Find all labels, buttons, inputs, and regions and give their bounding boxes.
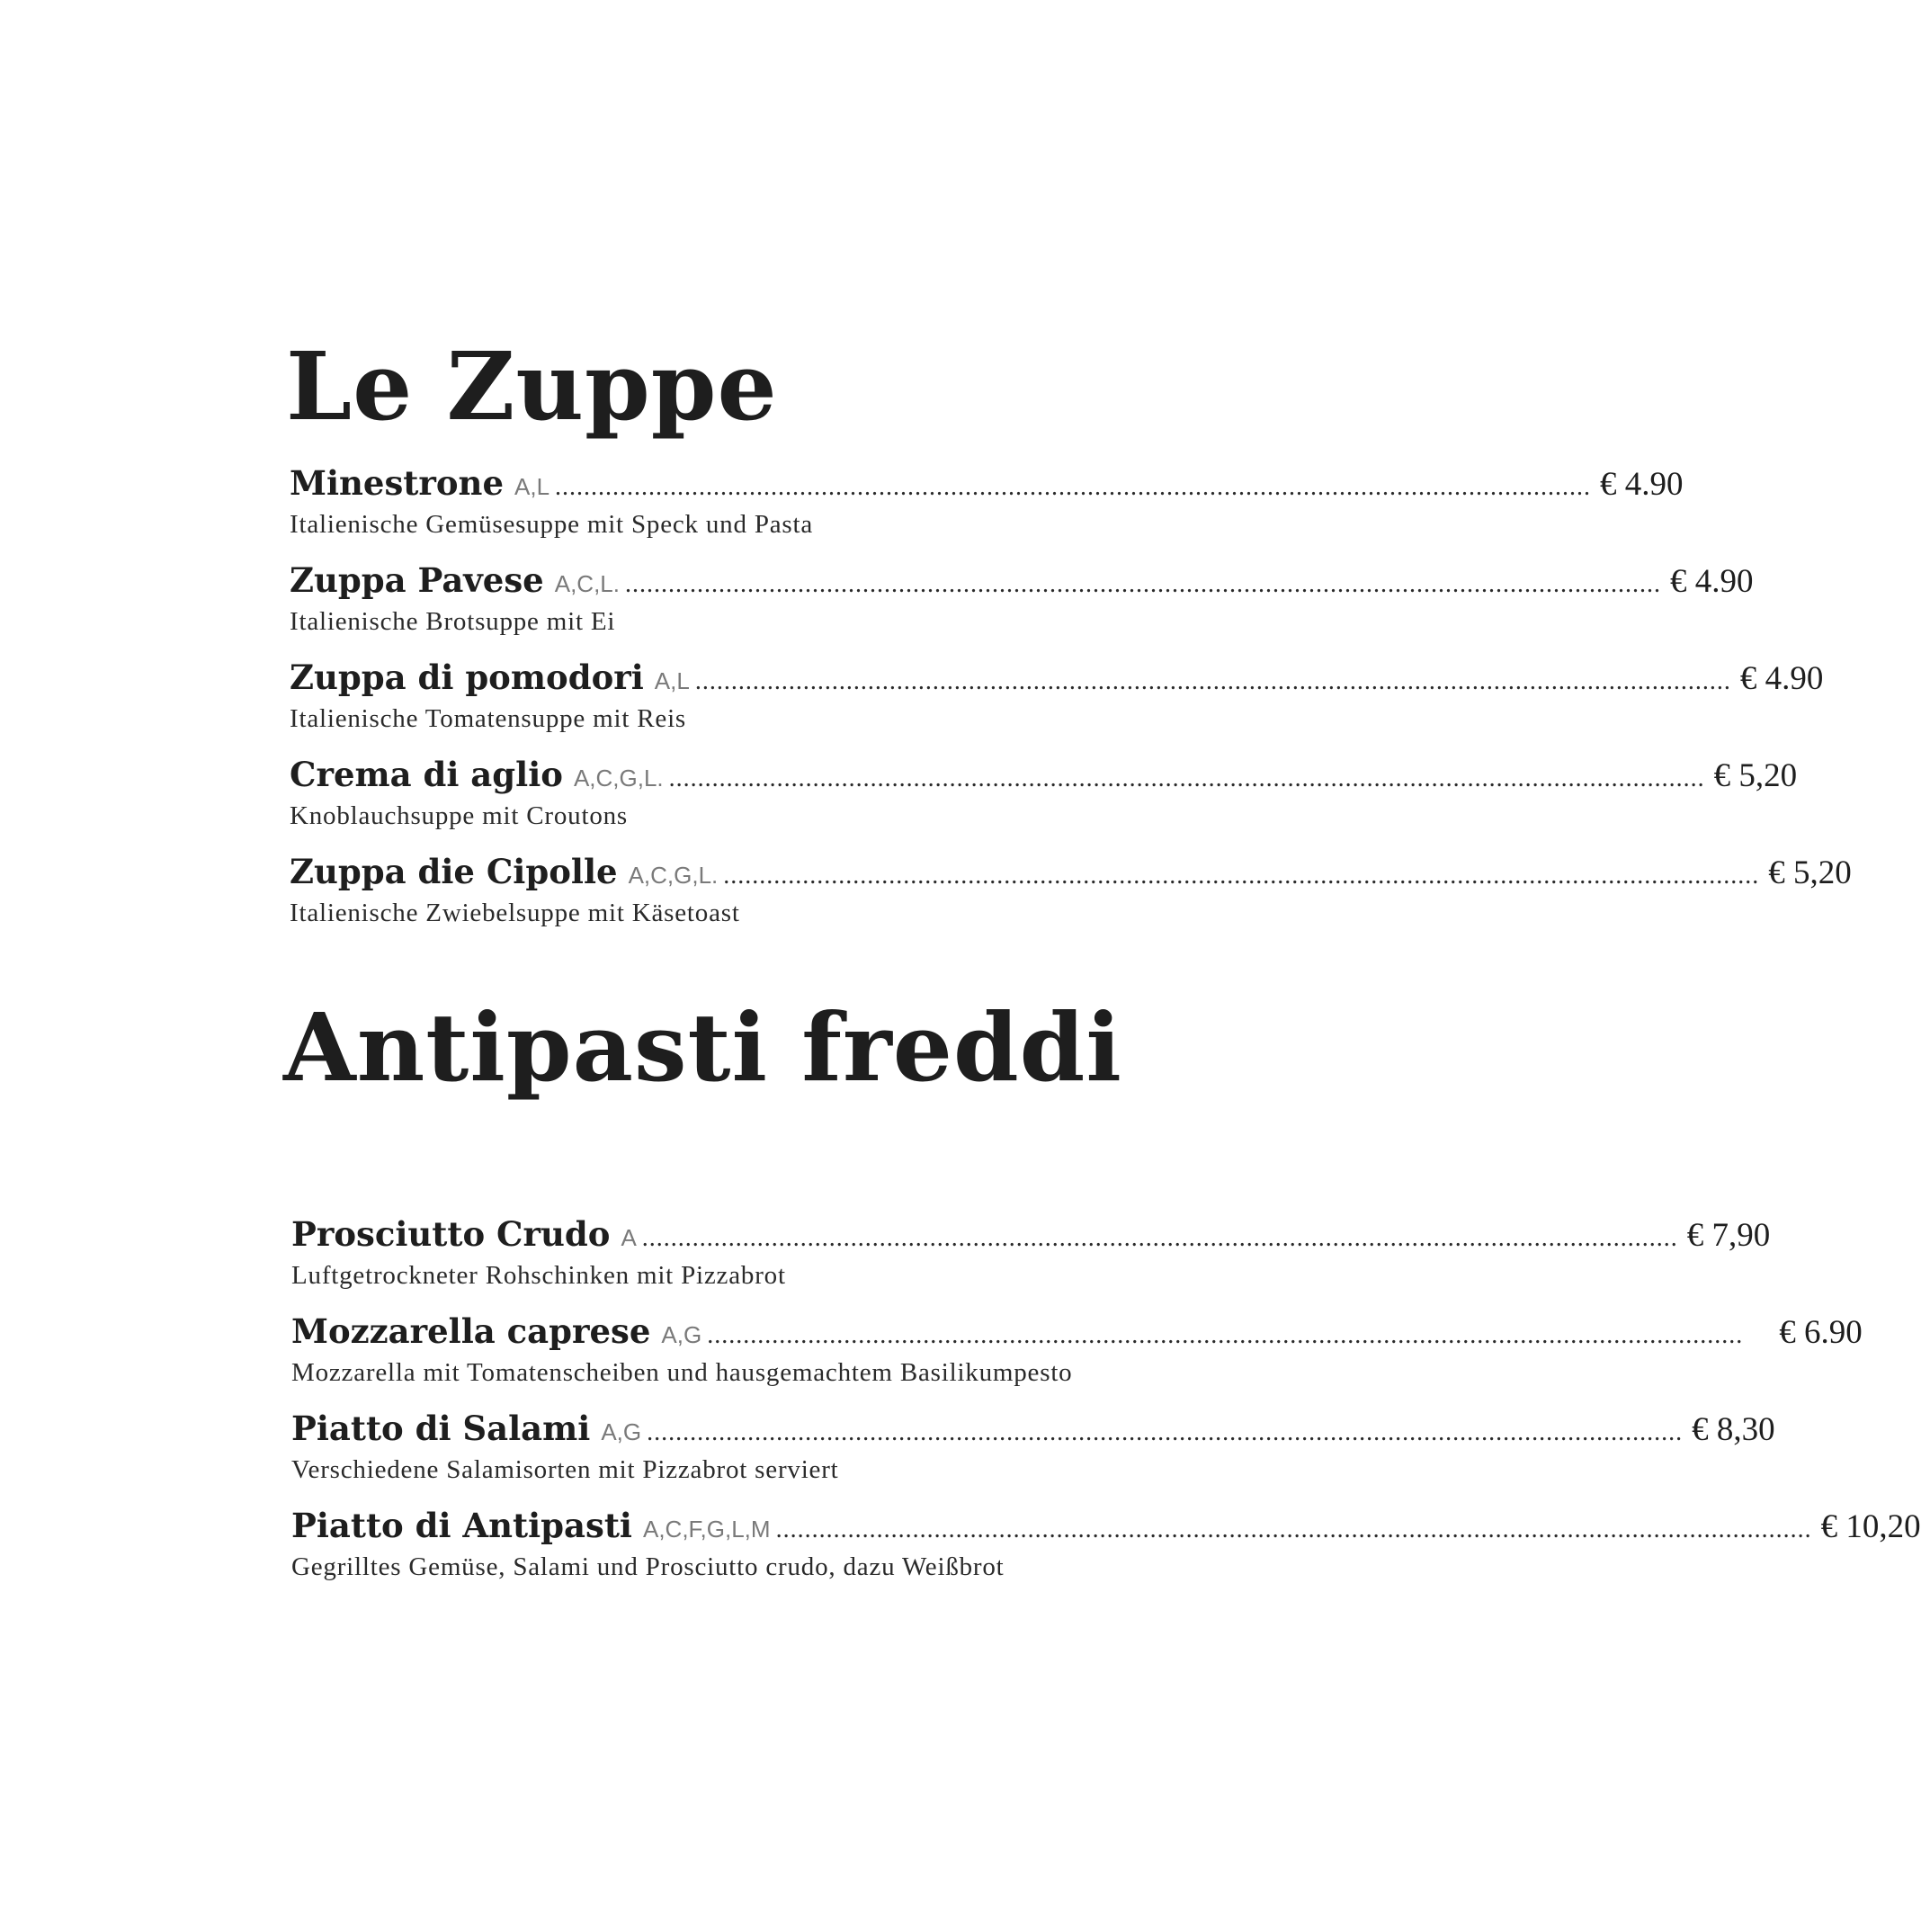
- item-price: € 4.90: [1669, 563, 1754, 600]
- item-allergens: A,G: [601, 1418, 642, 1445]
- item-price: € 6.90: [1779, 1314, 1863, 1351]
- menu-item-piatto-di-antipasti: [291, 1506, 1921, 1582]
- section-title-zuppe: Le Zuppe: [286, 331, 778, 442]
- menu-item-prosciutto-crudo: [291, 1214, 1771, 1291]
- item-price: € 5,20: [1768, 854, 1852, 891]
- item-description: Italienische Brotsuppe mit Ei: [290, 607, 616, 636]
- item-name: Prosciutto Crudo: [291, 1214, 611, 1254]
- item-description: Italienische Tomatensuppe mit Reis: [290, 704, 687, 733]
- section-title-antipasti: Antipasti freddi: [283, 992, 1122, 1103]
- item-description: Verschiedene Salamisorten mit Pizzabrot serviert: [291, 1455, 839, 1484]
- item-name: Piatto di Antipasti: [291, 1506, 632, 1545]
- menu-item-piatto-di-salami: [291, 1409, 1775, 1485]
- item-price: € 10,20: [1820, 1508, 1921, 1545]
- item-allergens: A,C,G,L.: [573, 765, 664, 792]
- item-name: Minestrone: [290, 463, 504, 503]
- dot-leader: ................................................................................................................................................: [694, 667, 1731, 695]
- menu-item-zuppa-die-cipolle: [290, 852, 1852, 928]
- menu-item-crema-di-aglio: [290, 755, 1798, 831]
- item-description: Italienische Gemüsesuppe mit Speck und Pasta: [290, 510, 814, 539]
- item-name: Mozzarella caprese: [291, 1311, 651, 1351]
- menu-item-zuppa-di-pomodori: [290, 657, 1824, 734]
- item-description: Mozzarella mit Tomatenscheiben und hausgemachtem Basilikumpesto: [291, 1358, 1073, 1387]
- dot-leader: ................................................................................................................................................: [723, 862, 1760, 890]
- item-name: Piatto di Salami: [291, 1409, 591, 1448]
- item-name: Crema di aglio: [290, 755, 563, 794]
- item-name: Zuppa Pavese: [290, 560, 544, 600]
- item-description: Italienische Zwiebelsuppe mit Käsetoast: [290, 899, 740, 927]
- dot-leader: ................................................................................................................................................: [707, 1321, 1744, 1349]
- dot-leader: ................................................................................................................................................: [775, 1516, 1812, 1543]
- item-allergens: A,C,G,L.: [628, 862, 719, 889]
- item-allergens: A: [621, 1224, 637, 1251]
- item-price: € 7,90: [1686, 1217, 1771, 1254]
- dot-leader: ................................................................................................................................................: [641, 1224, 1678, 1252]
- dot-leader: ................................................................................................................................................: [668, 765, 1705, 792]
- menu-item-minestrone: [290, 463, 1684, 540]
- menu-item-zuppa-pavese: [290, 560, 1754, 637]
- item-allergens: A,L: [654, 667, 690, 694]
- menu-item-mozzarella-caprese: [291, 1311, 1863, 1388]
- item-allergens: A,G: [661, 1321, 702, 1348]
- item-name: Zuppa die Cipolle: [290, 852, 618, 891]
- item-price: € 5,20: [1713, 757, 1798, 794]
- item-name: Zuppa di pomodori: [290, 657, 644, 697]
- dot-leader: ................................................................................................................................................: [555, 473, 1592, 501]
- item-price: € 8,30: [1692, 1411, 1775, 1448]
- item-allergens: A,C,F,G,L,M: [642, 1516, 771, 1543]
- dot-leader: ................................................................................................................................................: [624, 570, 1661, 598]
- item-description: Knoblauchsuppe mit Croutons: [290, 801, 629, 830]
- item-allergens: A,L: [514, 473, 550, 500]
- item-description: Gegrilltes Gemüse, Salami und Prosciutto crudo, dazu Weißbrot: [291, 1552, 1005, 1581]
- item-price: € 4.90: [1739, 660, 1824, 697]
- item-price: € 4.90: [1600, 466, 1684, 503]
- dot-leader: ................................................................................................................................................: [647, 1418, 1684, 1446]
- item-allergens: A,C,L.: [554, 570, 620, 597]
- item-description: Luftgetrockneter Rohschinken mit Pizzabrot: [291, 1261, 786, 1290]
